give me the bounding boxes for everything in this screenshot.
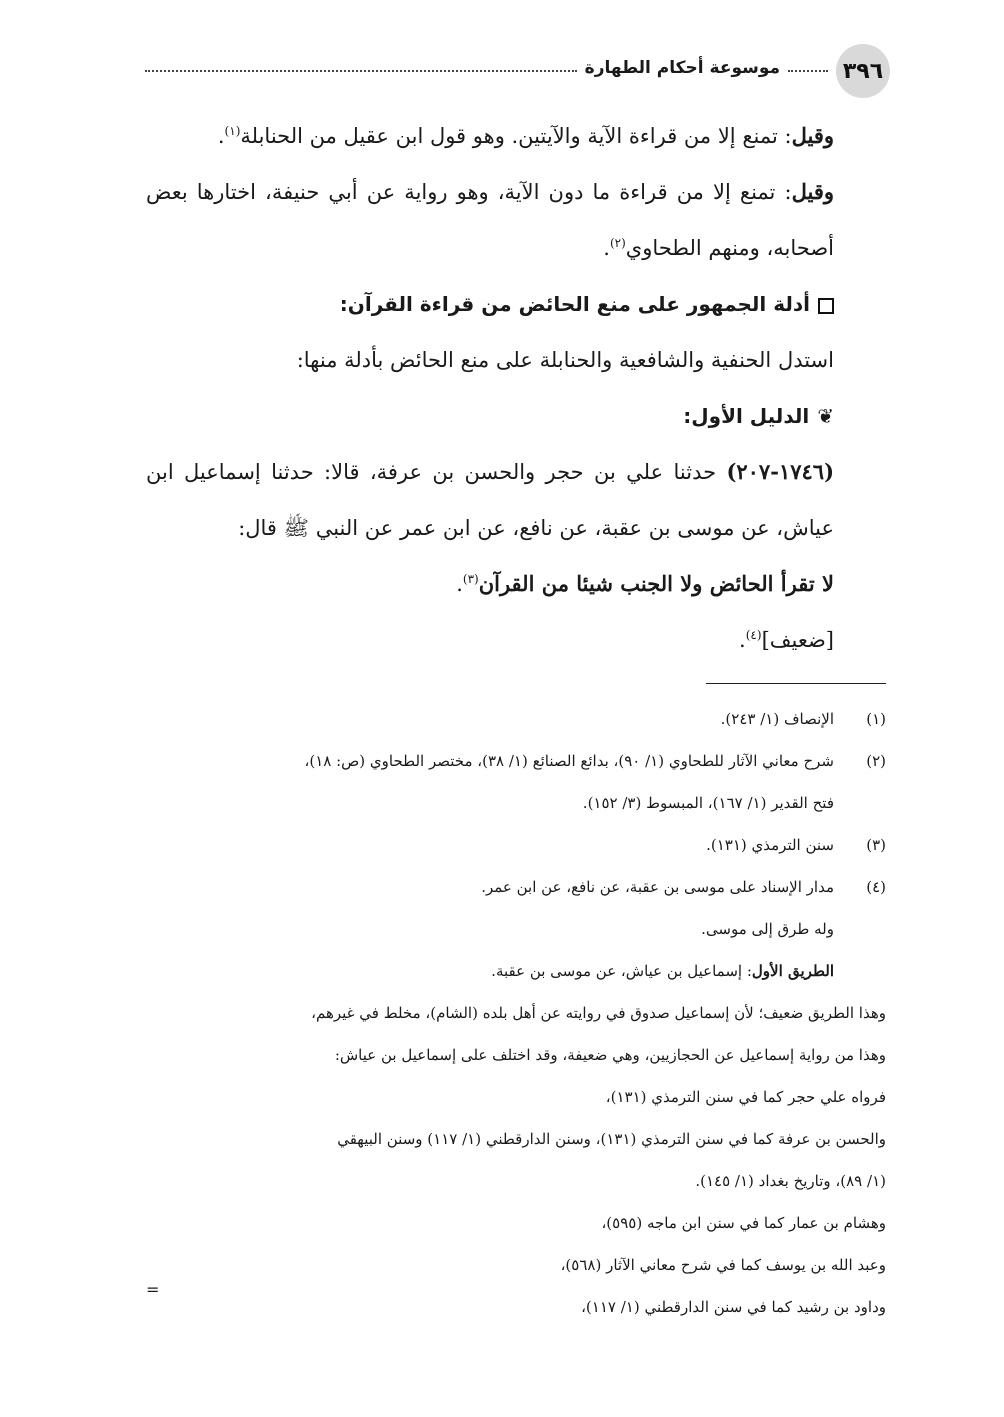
footnote-4-line-1: مدار الإسناد على موسى بن عقبة، عن نافع، عن ابن عمر. (481, 878, 834, 896)
footnote-ref-4[interactable]: (٤) (745, 628, 762, 642)
section-heading-2-text: الدليل الأول: (683, 404, 810, 428)
header-dots-right (788, 70, 828, 72)
footnote-4-line-11: وداود بن رشيد كما في سنن الدارقطني (١/ ١١٧)، (581, 1298, 886, 1316)
footnote-separator (706, 683, 886, 684)
grade-line: [ضعيف]$^{(٤)}$. (739, 628, 834, 652)
footnote-2-number: (٢) (866, 752, 886, 770)
hadith-number: (١٧٤٦-٢٠٧) (726, 459, 834, 484)
footnotes (146, 698, 886, 1328)
grade-text: [ضعيف] (761, 628, 834, 652)
footnote-4-line-7: والحسن بن عرفة كما في سنن الترمذي (١٣١)، وسنن الدارقطني (١/ ١١٧) وسنن البيهقي (337, 1130, 886, 1148)
running-header (145, 44, 890, 100)
isnad-text: حدثنا علي بن حجر والحسن بن عرفة، قالا: حدثنا إسماعيل ابن عياش، عن موسى بن عقبة، عن نافع، عن ابن عمر عن النبي ﷺ قال: (146, 460, 834, 540)
footnote-ref-1[interactable]: (١) (224, 124, 241, 138)
square-bullet-icon (818, 298, 834, 314)
footnote-4-route (146, 950, 834, 992)
footnote-1-line: الإنصاف (١/ ٢٤٣). (720, 710, 834, 728)
leaf-bullet-icon: ❦ (817, 404, 834, 428)
paragraph-2: وقيل: تمنع إلا من قراءة ما دون الآية، وهو رواية عن أبي حنيفة، اختارها بعض أصحابه، ومنهم الطحاوي$^{(٢)}$. (146, 179, 834, 260)
footnote-ref-2[interactable]: (٢) (609, 236, 626, 250)
footnote-1 (146, 698, 886, 740)
section-heading-1 (146, 276, 886, 332)
section-heading-1-text: أدلة الجمهور على منع الحائض من قراءة القرآن: (339, 292, 810, 316)
footnote-ref-3[interactable]: (٣) (462, 572, 479, 586)
page-number: ٣٩٦ (836, 44, 890, 98)
paragraph-2-label: وقيل (791, 179, 834, 204)
footnote-4-line-10: وعبد الله بن يوسف كما في شرح معاني الآثار (٥٦٨)، (560, 1256, 886, 1274)
hadith-matn: لا تقرأ الحائض ولا الجنب شيئا من القرآن (478, 571, 834, 596)
route-text: : إسماعيل بن عياش، عن موسى بن عقبة. (491, 962, 752, 980)
footnote-4 (146, 866, 886, 992)
footnote-4-line-9: وهشام بن عمار كما في سنن ابن ماجه (٥٩٥)، (601, 1214, 886, 1232)
paragraph-3: استدل الحنفية والشافعية والحنابلة على منع الحائض بأدلة منها: (296, 348, 834, 372)
book-title: موسوعة أحكام الطهارة (584, 58, 780, 78)
footnote-4-line-5: وهذا من رواية إسماعيل عن الحجازيين، وهي ضعيفة، وقد اختلف على إسماعيل بن عياش: (334, 1046, 886, 1064)
main-text (146, 108, 886, 668)
header-dots-left (145, 70, 577, 72)
route-label: الطريق الأول (751, 962, 834, 980)
footnote-2 (146, 740, 886, 824)
footnote-4-continuation (146, 992, 886, 1328)
continuation-mark: = (146, 1280, 160, 1299)
footnote-4-line-6: فرواه علي حجر كما في سنن الترمذي (١٣١)، (605, 1088, 886, 1106)
header-title-row (145, 58, 828, 78)
footnote-4-number: (٤) (866, 878, 886, 896)
paragraph-1: وقيل: تمنع إلا من قراءة الآية والآيتين. وهو قول ابن عقيل من الحنابلة$^{(١)}$. (217, 123, 834, 148)
hadith-text: لا تقرأ الحائض ولا الجنب شيئا من القرآن$^{(٣)}$. (456, 571, 834, 596)
paragraph-1-label: وقيل (791, 123, 834, 148)
footnote-2-line-2: فتح القدير (١/ ١٦٧)، المبسوط (٣/ ١٥٢). (582, 794, 834, 812)
paragraph-4 (146, 444, 886, 556)
paragraph-2-text: : تمنع إلا من قراءة ما دون الآية، وهو رواية عن أبي حنيفة، اختارها بعض أصحابه، ومنهم الطحاوي (146, 180, 834, 260)
footnote-4-line-2: وله طرق إلى موسى. (701, 920, 834, 938)
footnote-3-line: سنن الترمذي (١٣١). (706, 836, 834, 854)
footnote-3 (146, 824, 886, 866)
footnote-3-number: (٣) (866, 836, 886, 854)
footnote-4-line-8: (١/ ٨٩)، وتاريخ بغداد (١/ ١٤٥). (695, 1172, 886, 1190)
footnote-2-line-1: شرح معاني الآثار للطحاوي (١/ ٩٠)، بدائع الصنائع (١/ ٣٨)، مختصر الطحاوي (ص: ١٨)، (304, 752, 834, 770)
paragraph-1-text: : تمنع إلا من قراءة الآية والآيتين. وهو قول ابن عقيل من الحنابلة (240, 124, 792, 148)
section-heading-2 (146, 388, 886, 444)
footnote-1-number: (١) (866, 710, 886, 728)
footnote-4-line-4: وهذا الطريق ضعيف؛ لأن إسماعيل صدوق في روايته عن أهل بلده (الشام)، مخلط في غيرهم، (311, 1004, 886, 1022)
